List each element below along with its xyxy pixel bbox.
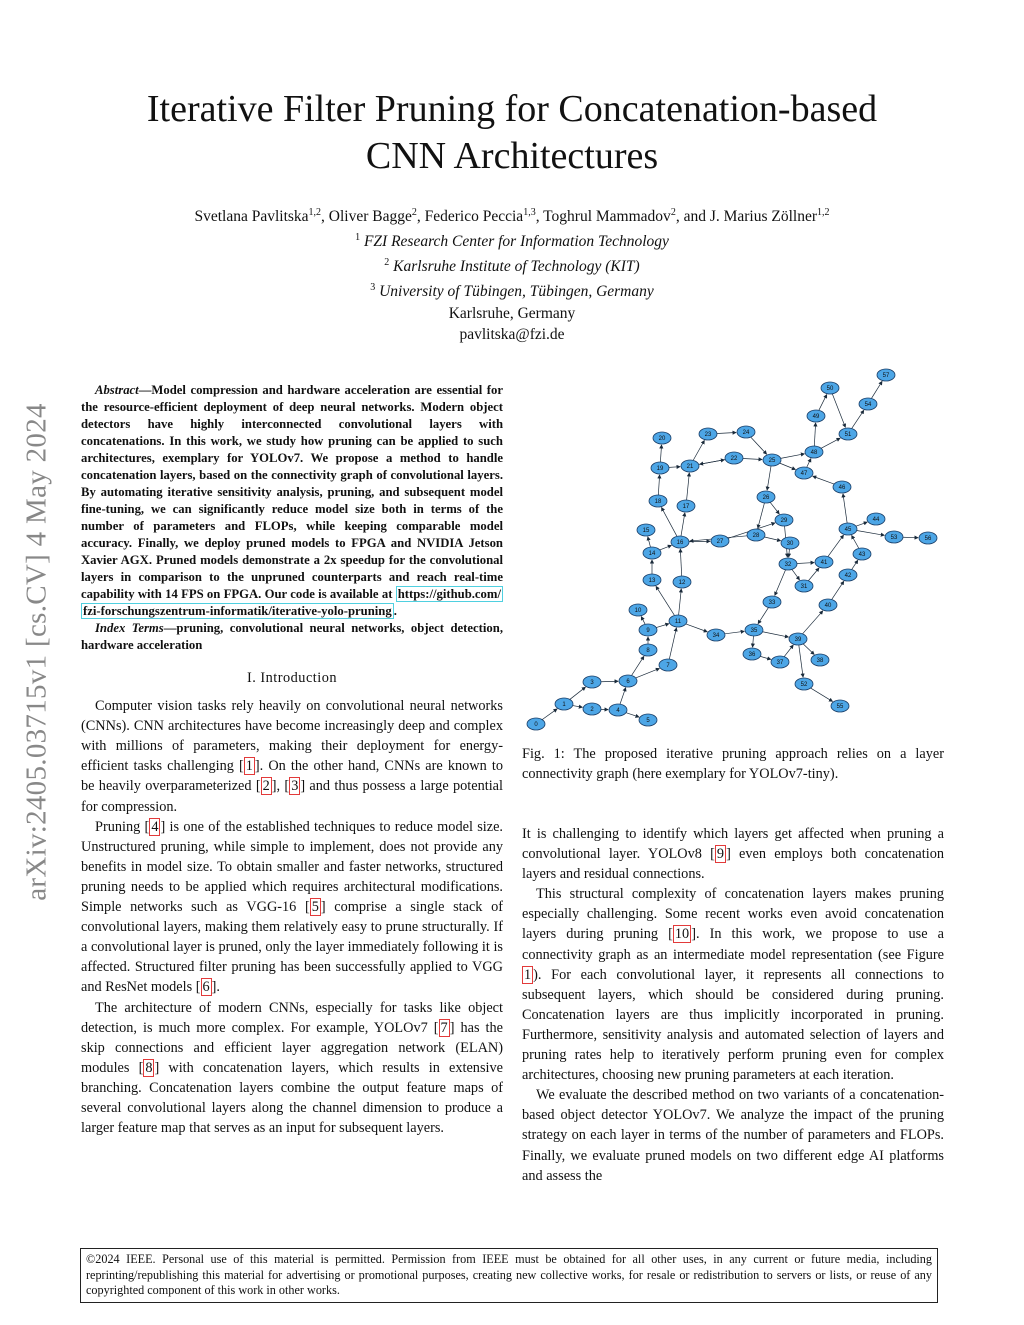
paper-title <box>80 86 944 180</box>
graph-node-label: 26 <box>762 495 770 501</box>
graph-node <box>781 537 799 549</box>
citation-link[interactable]: 3 <box>291 778 299 795</box>
graph-node <box>821 382 839 394</box>
graph-node-label: 8 <box>646 648 650 654</box>
graph-node-label: 36 <box>748 652 756 658</box>
graph-node <box>775 514 793 526</box>
graph-node-label: 11 <box>674 619 682 625</box>
graph-edge <box>686 624 707 632</box>
abstract <box>81 382 503 620</box>
graph-node <box>763 596 781 608</box>
graph-edge <box>760 656 770 659</box>
graph-node <box>555 698 573 710</box>
graph-node <box>527 718 545 730</box>
graph-node <box>619 675 637 687</box>
graph-edge <box>689 541 710 542</box>
graph-node-label: 55 <box>836 704 844 710</box>
citation-link[interactable]: 1 <box>245 758 253 775</box>
graph-node-label: 49 <box>812 414 820 420</box>
graph-node <box>737 426 755 438</box>
graph-node <box>805 446 823 458</box>
affiliation-3 <box>80 277 944 302</box>
graph-edge <box>792 569 800 579</box>
graph-edge <box>843 494 847 523</box>
graph-node-label: 41 <box>820 560 828 566</box>
graph-node-label: 56 <box>924 536 932 542</box>
text-run: ], [ <box>271 778 290 795</box>
graph-node-label: 53 <box>890 535 898 541</box>
graph-node <box>789 633 807 645</box>
graph-node-label: 2 <box>590 707 594 713</box>
intro-paragraphs <box>81 696 503 1138</box>
graph-edge <box>717 433 736 434</box>
graph-node-label: 19 <box>656 466 664 472</box>
graph-edge <box>648 537 651 547</box>
text-run: It is challenging to identify which layers get affected when pruning a convolutional layer. YOLOv8 [ <box>522 826 944 863</box>
graph-edge <box>852 535 859 548</box>
graph-node-label: 12 <box>678 580 686 586</box>
graph-node <box>629 604 647 616</box>
abstract-text: —Model compression and hardware acceleration are essential for the resource-efficient deployment of deep neural networks. Modern object detectors have highly interconnected convolutional layers with concatenations. In this work, we study how pruning can be applied to such architectures, exemplary for YOLOv7. We propose a method to handle concatenation layers, based on the connectivity graph of convolutional layers. By automating iterative sensitivity analysis, pruning, and subsequent model fine-tuning, we can significantly reduce model size both in terms of the number of parameters and FLOPs, while keeping comparable model accuracy. Finally, we deploy pruned models to FPGA and NVIDIA Jetson Xavier AGX. Pruned models demonstrate a 2x speedup for the convolutional layers in comparison to the unpruned counterparts and reach real-time capability with 14 FPS on FPGA. Our code is available at <box>81 383 503 601</box>
author-name: J. Marius Zöllner <box>709 208 818 226</box>
text-run: ] with concatenation layers, which results in extensive branching. Concatenation layers combine the output feature maps of several convolutional layers along the channel dimension to produce a larger feature map that serves as an input for subsequent layers. <box>81 1059 503 1137</box>
graph-node-label: 47 <box>800 471 808 477</box>
author-name: Oliver Bagge <box>328 208 412 226</box>
graph-node <box>707 629 725 641</box>
affil-text: FZI Research Center for Information Technology <box>363 233 669 251</box>
graph-node-label: 42 <box>844 573 852 579</box>
graph-node <box>807 410 825 422</box>
affil-num: 3 <box>370 282 376 294</box>
graph-edge <box>819 395 827 411</box>
citation-link[interactable]: 10 <box>674 926 690 943</box>
graph-node-label: 5 <box>646 718 650 724</box>
affil-num: 1 <box>355 232 361 244</box>
graph-edge <box>758 608 768 624</box>
graph-edge <box>693 440 704 460</box>
title-line-2: CNN Architectures <box>365 135 659 177</box>
graph-node <box>583 676 601 688</box>
graph-node-label: 15 <box>642 528 650 534</box>
graph-node-label: 57 <box>882 373 890 379</box>
graph-edge <box>636 668 660 677</box>
graph-node-label: 20 <box>658 436 666 442</box>
graph-edge <box>658 475 659 495</box>
graph-edge <box>789 549 790 557</box>
left-column <box>81 382 503 1138</box>
graph-edge <box>803 611 823 634</box>
graph-node <box>669 615 687 627</box>
graph-node <box>699 428 717 440</box>
text-run: ] is one of the established techniques to reduce model size. Unstructured pruning, while simple to implement, does not provide any benefits in model size. To obtain smaller and faster networks, structured pruning needs to be applied which requires architectural modifications. Simple networks such as VGG-16 [ <box>81 818 503 916</box>
author-block <box>80 202 944 345</box>
graph-node-label: 35 <box>750 628 758 634</box>
affil-text: University of Tübingen, Tübingen, Germany <box>379 283 654 301</box>
graph-edge <box>700 460 726 465</box>
graph-node-label: 17 <box>682 504 690 510</box>
graph-node-label: 38 <box>816 658 824 664</box>
graph-node <box>811 654 829 666</box>
text-run: ] and thus possess a large potential for compression. <box>81 778 504 815</box>
graph-edge <box>669 467 680 468</box>
graph-node-label: 23 <box>704 432 712 438</box>
citation-link[interactable]: 8 <box>145 1059 153 1076</box>
graph-node-label: 40 <box>824 603 832 609</box>
author-list: Svetlana Pavlitska$^{1,2}$, Oliver Bagge$^2$, Federico Peccia$^{1,3}$, Toghrul Mammadov$^2$, and J. Marius Zöllner$^{1,2}$ <box>194 207 830 226</box>
abstract-label: Abstract <box>95 383 139 397</box>
graph-node-label: 46 <box>838 485 846 491</box>
graph-node <box>653 432 671 444</box>
graph-edge <box>725 631 744 634</box>
graph-node <box>885 531 903 543</box>
citation-link[interactable]: 9 <box>716 846 725 863</box>
graph-edge <box>620 688 626 704</box>
index-terms-text: —pruning, convolutional neural networks, object detection, hardware acceleration <box>81 621 503 652</box>
graph-edge <box>680 549 681 576</box>
graph-node <box>643 547 661 559</box>
graph-edge <box>814 423 815 446</box>
author-affil-sup: 1,3 <box>523 207 536 218</box>
graph-node-label: 10 <box>634 608 642 614</box>
graph-edge <box>687 473 690 500</box>
graph-node-label: 4 <box>616 708 620 714</box>
graph-edge <box>743 458 762 459</box>
text-run: Computer vision tasks rely heavily on convolutional neural networks (CNNs). CNN architectures have become increasingly deep and complex with millions of parameters, making their deployment for energy-efficient tasks challenging [ <box>81 698 503 775</box>
graph-edge <box>784 645 793 657</box>
affiliation-2 <box>80 252 944 277</box>
graph-node <box>877 369 895 381</box>
graph-edge <box>573 706 583 708</box>
graph-node <box>833 481 851 493</box>
graph-node-label: 37 <box>776 660 784 666</box>
graph-edge <box>656 586 674 615</box>
graph-edge <box>832 581 844 599</box>
graph-node <box>711 535 729 547</box>
text-run: This structural complexity of concatenation layers makes pruning especially challenging. Some recent works even avoid concatenation layers during pruning [ <box>522 886 944 943</box>
graph-edge <box>775 570 786 596</box>
graph-nodes <box>527 369 937 730</box>
graph-node-label: 22 <box>730 456 738 462</box>
graph-node-label: 21 <box>686 464 694 470</box>
graph-edge <box>641 617 645 625</box>
graph-edge <box>811 688 833 701</box>
graph-node <box>771 656 789 668</box>
graph-node-label: 30 <box>786 541 794 547</box>
graph-node <box>795 467 813 479</box>
graph-node-label: 24 <box>742 430 750 436</box>
graph-node-label: 3 <box>590 680 594 686</box>
graph-edge <box>799 645 803 677</box>
index-terms-label: Index Terms <box>95 621 164 635</box>
graph-node <box>583 703 601 715</box>
title-line-1: Iterative Filter Pruning for Concatenation-based <box>146 88 878 130</box>
graph-edge <box>669 628 676 659</box>
graph-edge <box>797 563 814 564</box>
graph-node <box>671 536 689 548</box>
graph-node-label: 43 <box>858 552 866 558</box>
graph-node-label: 45 <box>844 527 852 533</box>
affiliation-1 <box>80 227 944 252</box>
author-name: Toghrul Mammadov <box>543 208 671 226</box>
graph-edge <box>852 410 864 428</box>
graph-edge <box>542 709 557 720</box>
graph-node <box>639 714 657 726</box>
graph-edge <box>758 503 765 528</box>
affil-num: 2 <box>384 257 390 269</box>
graph-edge <box>828 535 844 556</box>
graph-node <box>745 624 763 636</box>
section-heading: I. Introduction <box>246 670 338 686</box>
citation-link[interactable]: 7 <box>440 1019 448 1036</box>
graph-node-label: 0 <box>534 722 538 728</box>
graph-node <box>743 648 761 660</box>
code-link-cont[interactable]: fzi-forschungszentrum-informatik/iterative-yolo-pruning <box>83 604 392 618</box>
graph-node <box>757 491 775 503</box>
graph-node <box>639 624 657 636</box>
graph-node <box>919 532 937 544</box>
citation-link[interactable]: 5 <box>311 899 319 916</box>
graph-edge <box>764 537 780 541</box>
text-run: The architecture of modern CNNs, especially for tasks like object detection, is much more complex. For example, YOLOv7 [ <box>81 999 503 1036</box>
graph-edge <box>821 438 840 448</box>
email: pavlitska@fzi.de <box>459 325 565 343</box>
paragraph <box>81 998 503 1139</box>
graph-edge <box>813 476 834 484</box>
right-column <box>522 744 944 1186</box>
graph-node <box>725 452 743 464</box>
graph-node <box>795 678 813 690</box>
graph-node <box>839 428 857 440</box>
graph-node-label: 18 <box>654 499 662 505</box>
graph-node-label: 14 <box>648 551 656 557</box>
graph-node-label: 34 <box>712 633 720 639</box>
graph-edge <box>856 522 867 526</box>
paragraph <box>81 817 503 998</box>
code-link[interactable]: https://github.com/ <box>397 587 501 601</box>
graph-node <box>677 500 695 512</box>
affil-text: Karlsruhe Institute of Technology (KIT) <box>393 258 640 276</box>
graph-node <box>859 398 877 410</box>
graph-node <box>643 574 661 586</box>
graph-edge <box>660 445 661 462</box>
paragraph <box>522 824 944 884</box>
graph-node-label: 13 <box>648 578 656 584</box>
graph-node <box>763 454 781 466</box>
graph-node-label: 6 <box>626 679 630 685</box>
graph-node <box>853 548 871 560</box>
text-run: We evaluate the described method on two variants of a concatenation-based object detector YOLOv7. We analyze the impact of the pruning strategy on each layer in terms of the number of parameters and FLOPs. Finally, we evaluate pruned models on two different edge AI platforms and assess the <box>522 1087 944 1184</box>
graph-edge <box>751 437 767 454</box>
graph-edge <box>770 502 779 514</box>
author-affil-sup: 1,2 <box>308 207 322 218</box>
text-run: ]. On the other hand, CNNs are known to be heavily overparameterized [ <box>81 758 503 795</box>
graph-edge <box>803 644 814 654</box>
graph-node <box>831 700 849 712</box>
graph-node <box>795 580 813 592</box>
graph-node-label: 32 <box>784 562 792 568</box>
graph-node <box>609 704 627 716</box>
graph-node-label: 52 <box>800 682 808 688</box>
graph-node-label: 50 <box>826 386 834 392</box>
graph-edge <box>632 656 644 675</box>
graph-edge <box>753 636 754 647</box>
graph-edge <box>780 463 796 469</box>
graph-edge <box>626 713 639 717</box>
graph-edge <box>781 454 805 459</box>
graph-edge <box>857 531 885 536</box>
graph-node <box>839 523 857 535</box>
graph-node-label: 29 <box>780 518 788 524</box>
text-run: ] comprise a single stack of convolutional layers, making them relatively easy to prune structurally. If a convolutional layer is pruned, only the layer immediately following it is affected. Structured filter pruning has been successfully applied to VGG and ResNet models [ <box>81 899 503 996</box>
layer-connectivity-graph <box>522 360 944 740</box>
graph-node-label: 27 <box>716 539 724 545</box>
citation-link[interactable]: 6 <box>202 979 210 996</box>
abstract-end: . <box>393 604 397 618</box>
text-run: ). For each convolutional layer, it represents all connections to subsequent layers, which should be considered during pruning. Concatenation layers are thus implicitly incorporated in pruning. Furthermore, sensitivity analysis and automated selection of layers and pruning rates help to iteratively perform pruning even for complex architectures, choosing new pruning parameters at each iteration. <box>522 966 944 1084</box>
graph-node <box>779 558 797 570</box>
graph-edge <box>832 394 845 427</box>
graph-node-label: 54 <box>864 402 872 408</box>
graph-node <box>651 462 669 474</box>
location: Karlsruhe, Germany <box>448 304 576 322</box>
arxiv-id-text: arXiv:2405.03715v1 [cs.CV] 4 May 2024 <box>20 403 53 901</box>
graph-node-label: 25 <box>768 458 776 464</box>
citation-link[interactable]: 4 <box>151 818 159 835</box>
text-run: ] even employs both concatenation layers and residual connections. <box>522 846 944 883</box>
paragraph <box>522 884 944 1085</box>
author-affil-sup: 1,2 <box>817 207 830 218</box>
graph-node <box>637 524 655 536</box>
graph-node-label: 33 <box>768 600 776 606</box>
graph-node-label: 9 <box>646 628 650 634</box>
graph-node-label: 1 <box>562 702 566 708</box>
graph-node <box>681 460 699 472</box>
graph-node <box>867 513 885 525</box>
graph-node <box>839 569 857 581</box>
graph-node <box>819 599 837 611</box>
text-run: ]. In this work, we propose to use a connectivity graph as an intermediate model representation (see Figure <box>522 926 944 963</box>
graph-node <box>649 495 667 507</box>
graph-node-label: 44 <box>872 517 880 523</box>
author-name: Federico Peccia <box>424 208 524 226</box>
graph-edge <box>767 466 771 490</box>
graph-node-label: 48 <box>810 450 818 456</box>
graph-edge <box>570 687 586 699</box>
graph-edge <box>808 568 819 581</box>
citation-link[interactable]: 2 <box>262 778 270 795</box>
graph-edge <box>656 624 669 628</box>
graph-node <box>673 576 691 588</box>
graph-node <box>815 556 833 568</box>
graph-node-label: 51 <box>844 432 852 438</box>
graph-edge <box>662 508 677 537</box>
graph-edge <box>763 632 789 637</box>
graph-node-label: 7 <box>666 663 670 669</box>
graph-edge <box>852 560 858 569</box>
graph-node-label: 39 <box>794 637 802 643</box>
citation-link[interactable]: 1 <box>524 966 532 983</box>
text-run: Pruning [ <box>95 818 150 835</box>
text-run: ] has the skip connections and efficient layer aggregation network (ELAN) modules [ <box>81 1019 503 1076</box>
text-run: ]. <box>211 979 221 996</box>
graph-edge <box>871 381 882 398</box>
paragraph <box>81 696 503 817</box>
index-terms <box>81 620 503 654</box>
graph-edge <box>660 545 672 550</box>
author-affil-sup: 2 <box>670 207 676 218</box>
graph-node-label: 31 <box>800 584 808 590</box>
copyright-notice: ©2024 IEEE. Personal use of this material is permitted. Permission from IEEE must be obtained for all other uses, in any current or future media, including reprinting/republishing this material for advertising or promotional purposes, creating new collective works, for resale or redistribution to servers or lists, or reuse of any copyrighted component of this work in other works. <box>80 1248 938 1303</box>
graph-node <box>747 529 765 541</box>
graph-edge <box>807 459 811 468</box>
author-name: Svetlana Pavlitska <box>194 208 309 226</box>
graph-edge <box>679 589 682 615</box>
arxiv-identifier <box>12 346 62 958</box>
paragraph <box>522 1085 944 1185</box>
right-paragraphs <box>522 824 944 1186</box>
figure-caption: Fig. 1: The proposed iterative pruning approach relies on a layer connectivity graph (here exemplary for YOLOv7-tiny). <box>522 746 944 782</box>
graph-node <box>659 659 677 671</box>
graph-node-label: 28 <box>752 533 760 539</box>
graph-node <box>639 644 657 656</box>
graph-node-label: 16 <box>676 540 684 546</box>
graph-edge <box>681 513 685 536</box>
author-affil-sup: 2 <box>411 207 417 218</box>
